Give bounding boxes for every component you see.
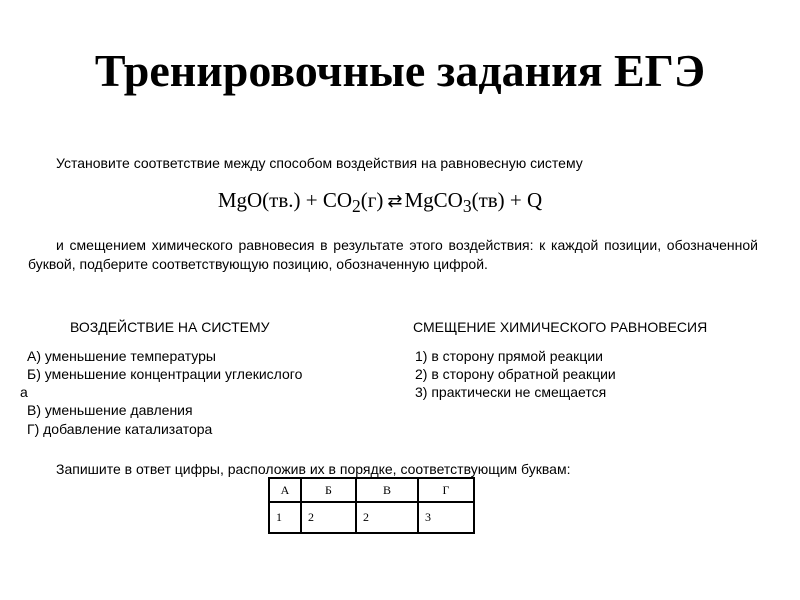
left-item: В) уменьшение давления <box>27 402 193 418</box>
table-header-cell: А <box>269 478 301 502</box>
left-item: Г) добавление катализатора <box>27 421 213 437</box>
intro-text: Установите соответствие между способом воздействия на равновесную систему <box>56 155 583 171</box>
answer-cell: 2 <box>301 502 356 533</box>
equilibrium-arrow-icon: ⇄ <box>387 191 401 211</box>
table-header-cell: Г <box>418 478 474 502</box>
eq-left: MgO(тв.) + CO <box>217 188 353 212</box>
answer-cell: 3 <box>418 502 474 533</box>
right-item: 3) практически не смещается <box>415 384 607 400</box>
left-item: Б) уменьшение концентрации углекислого <box>27 366 303 382</box>
left-item: А) уменьшение температуры <box>27 348 216 364</box>
answer-cell: 2 <box>356 502 418 533</box>
eq-sub1: 2 <box>352 196 361 217</box>
eq-left2: (г) <box>360 188 384 212</box>
eq-sub2: 3 <box>462 196 472 217</box>
table-header-cell: В <box>356 478 418 502</box>
instruction-text: Запишите в ответ цифры, расположив их в порядке, соответствующим буквам: <box>56 461 571 477</box>
eq-right: MgCO <box>404 188 463 212</box>
eq-right2: (тв) + Q <box>471 188 543 212</box>
right-item: 1) в сторону прямой реакции <box>415 348 603 364</box>
answer-table <box>268 477 475 534</box>
task-paragraph: и смещением химического равновесия в результате этого воздействия: к каждой позиции, обозначенной буквой, подберите соответствующую позицию, обозначенную цифрой. <box>28 237 758 272</box>
right-item: 2) в сторону обратной реакции <box>415 366 616 382</box>
answer-cell: 1 <box>269 502 301 533</box>
table-header-row <box>269 478 474 502</box>
table-row <box>269 502 474 533</box>
chemical-equation <box>0 188 760 217</box>
left-item: а <box>20 384 28 400</box>
table-header-cell: Б <box>301 478 356 502</box>
slide-title: Тренировочные задания ЕГЭ <box>94 45 706 96</box>
left-column-header: ВОЗДЕЙСТВИЕ НА СИСТЕМУ <box>70 319 270 335</box>
right-column-header: СМЕЩЕНИЕ ХИМИЧЕСКОГО РАВНОВЕСИЯ <box>413 319 708 335</box>
